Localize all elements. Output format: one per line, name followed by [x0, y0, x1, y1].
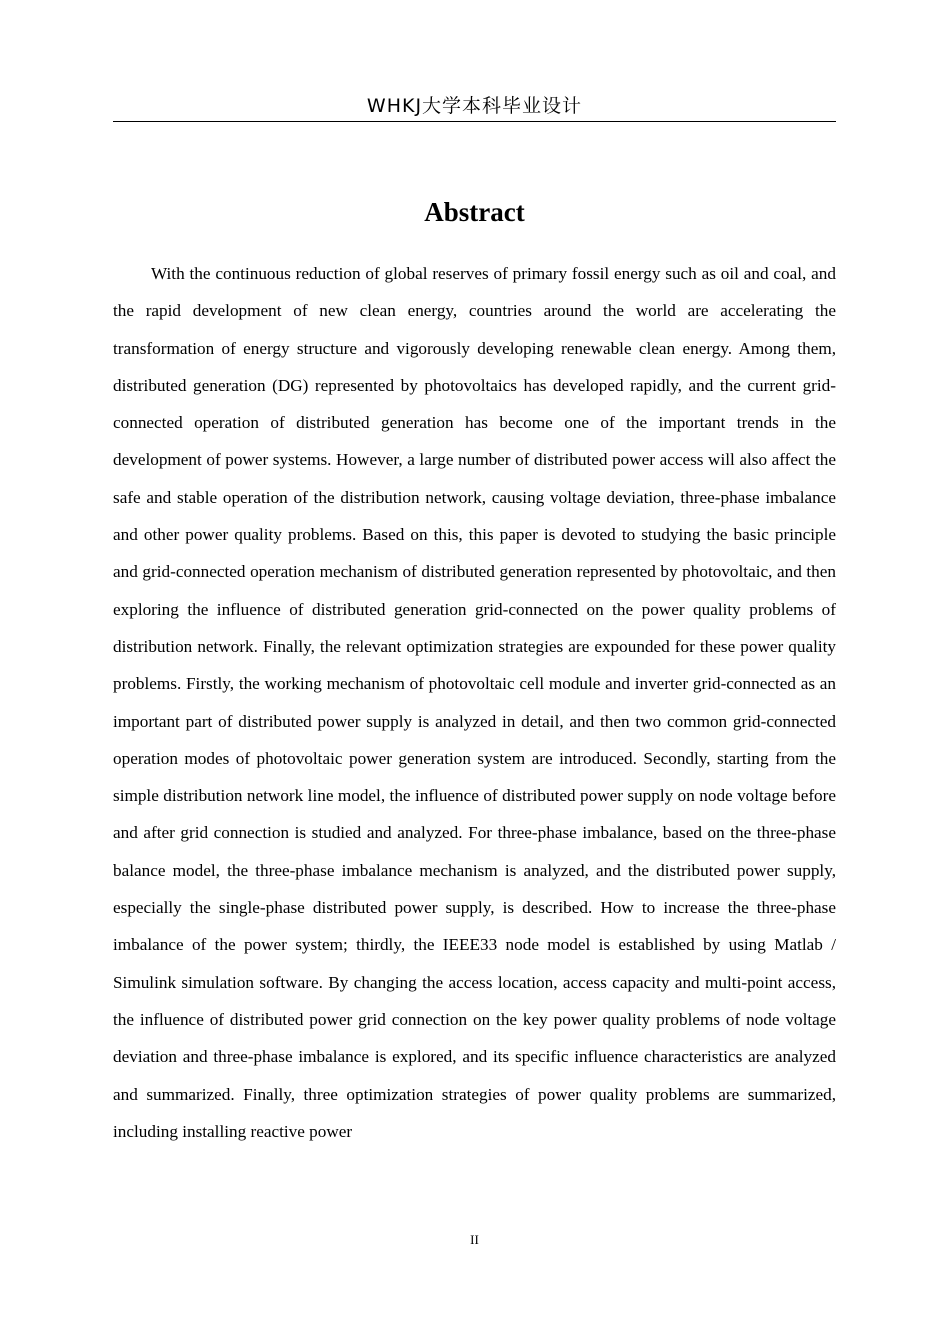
page-number: II [470, 1232, 479, 1247]
abstract-title: Abstract [424, 197, 525, 227]
abstract-body: With the continuous reduction of global reserves of primary fossil energy such as oil and coal, and the rapid development of new clean energy, countries around the world are accelerating the transformation of energy structure and vigorously developing renewable clean energy. Among them, distributed generation (DG) represented by photovoltaics has developed rapidly, and the current grid-connected operation of distributed generation has become one of the important trends in the development of power systems. However, a large number of distributed power access will also affect the safe and stable operation of the distribution network, causing voltage deviation, three-phase imbalance and other power quality problems. Based on this, this paper is devoted to studying the basic principle and grid-connected operation mechanism of distributed generation represented by photovoltaic, and then exploring the influence of distributed generation grid-connected on the power quality problems of distribution network. Finally, the relevant optimization strategies are expounded for these power quality problems. Firstly, the working mechanism of photovoltaic cell module and inverter grid-connected as an important part of distributed power supply is analyzed in detail, and then two common grid-connected operation modes of photovoltaic power generation system are introduced. Secondly, starting from the simple distribution network line model, the influence of distributed power supply on node voltage before and after grid connection is studied and analyzed. For three-phase imbalance, based on the three-phase balance model, the three-phase imbalance mechanism is analyzed, and the distributed power supply, especially the single-phase distributed power supply, is described. How to increase the three-phase imbalance of the power system; thirdly, the IEEE33 node model is established by using Matlab / Simulink simulation software. By changing the access location, access capacity and multi-point access, the influence of distributed power grid connection on the key power quality problems of node voltage deviation and three-phase imbalance is explored, and its specific influence characteristics are analyzed and summarized. Finally, three optimization strategies of power quality problems are summarized, including installing reactive power [113, 264, 836, 1141]
page-header: WHKJ大学本科毕业设计 [366, 95, 583, 117]
header-rule [113, 121, 836, 122]
